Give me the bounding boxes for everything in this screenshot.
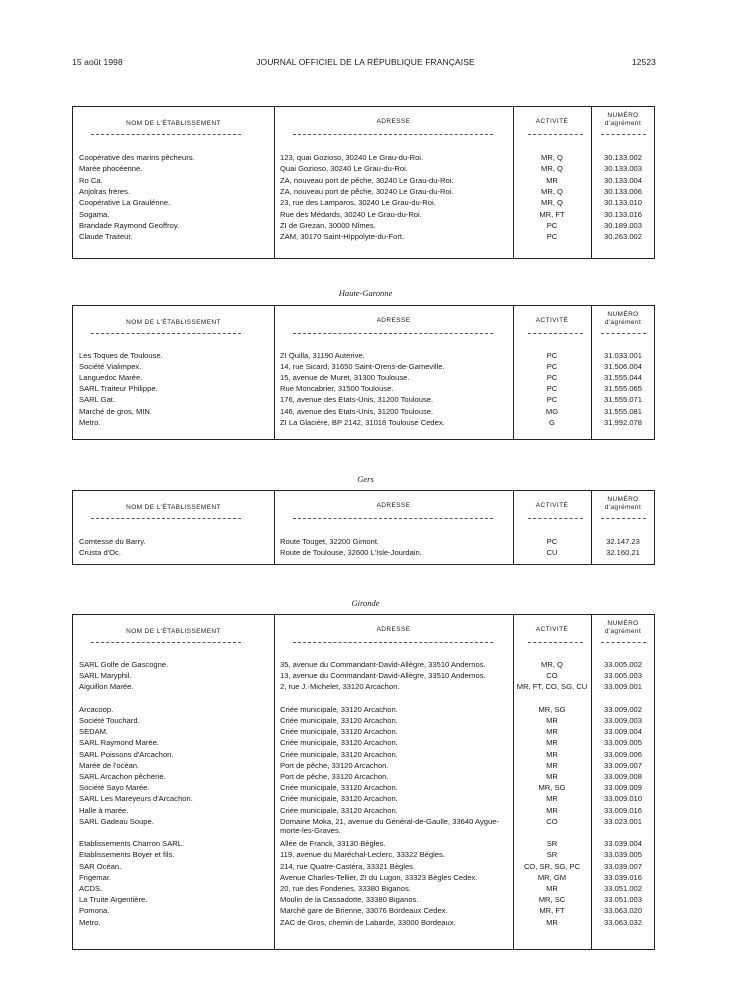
- establishment-address: 214, rue Quatre-Castéra, 33321 Bègles.: [280, 861, 416, 871]
- establishment-activity: MR: [546, 917, 558, 927]
- approval-number: 33.039.004: [603, 839, 642, 849]
- establishment-address: Marché gare de Brienne, 33076 Bordeaux Cedex.: [280, 906, 448, 916]
- approval-number: 33.005.003: [603, 671, 642, 681]
- journal-title: JOURNAL OFFICIEL DE LA RÉPUBLIQUE FRANÇAISE: [256, 57, 475, 67]
- header-number-sub: d'agrément: [604, 120, 642, 127]
- header-separator: [91, 642, 241, 643]
- header-name: NOM DE L'ÉTABLISSEMENT: [126, 628, 221, 635]
- approval-number: 33.009.008: [603, 772, 642, 781]
- establishment-activity: CU: [546, 548, 558, 557]
- header-activity: ACTIVITÉ: [535, 626, 569, 633]
- establishment-activity: MR: [546, 738, 558, 748]
- establishment-activity: MR, GM: [537, 872, 567, 882]
- approval-number: 33.063.032: [603, 917, 642, 927]
- establishment-name: Aiguillon Marée.: [79, 682, 134, 692]
- establishment-name: SARL Raymond Marée.: [79, 738, 159, 748]
- establishment-name: SEDAM.: [79, 727, 109, 737]
- establishment-activity: MR: [546, 884, 558, 893]
- establishment-activity: PC: [546, 232, 558, 242]
- column-divider: [274, 107, 275, 258]
- approval-number: 33.051.003: [603, 895, 642, 905]
- approval-number: 33.009.006: [603, 749, 642, 759]
- establishment-activity: PC: [546, 373, 558, 383]
- establishment-address: ZI Quilla, 31190 Auterive.: [280, 351, 365, 360]
- establishment-activity: CO: [546, 671, 558, 681]
- approval-number: 33.009.016: [603, 805, 642, 815]
- establishment-address: Criée municipale, 33120 Arcachon.: [280, 794, 398, 804]
- approval-number: 33.009.009: [603, 783, 642, 793]
- approval-number: 30.133.003: [603, 164, 642, 174]
- approval-number: 33.009.003: [603, 716, 642, 725]
- establishment-name: Halle à marée.: [79, 805, 129, 815]
- approval-number: 33.039.007: [603, 861, 642, 871]
- approval-number: 33.009.001: [603, 682, 642, 692]
- approval-number: 30.189.003: [603, 220, 642, 230]
- header-name: NOM DE L'ÉTABLISSEMENT: [126, 120, 221, 127]
- department-heading: Gers: [357, 474, 374, 484]
- establishment-name: La Truite Argentière.: [79, 895, 148, 905]
- establishment-address: Criée municipale, 33120 Arcachon.: [280, 805, 398, 815]
- establishment-activity: MR, SG: [538, 783, 566, 793]
- column-divider: [274, 615, 275, 949]
- header-separator: [91, 333, 241, 334]
- establishment-name: SARL Gat.: [79, 395, 116, 405]
- establishment-activity: G: [549, 417, 555, 427]
- establishment-name: SARL Traiteur Philippe.: [79, 384, 158, 394]
- establishment-name: SAR Océan.: [79, 861, 122, 871]
- header-separator: [601, 642, 646, 643]
- establishment-address: 123, quai Gozioso, 30240 Le Grau-du-Roi.: [280, 153, 424, 162]
- establishment-name: Frigemar.: [79, 872, 112, 882]
- approval-number: 30.133.016: [603, 209, 642, 219]
- approval-number: 32.147.23: [606, 537, 640, 546]
- establishment-activity: PC: [546, 384, 558, 394]
- establishment-name: Crusta d'Oc.: [79, 548, 121, 557]
- establishment-name: Brandade Raymond Geoffroy.: [79, 220, 180, 230]
- approval-number: 33.009.010: [603, 794, 642, 804]
- establishment-name: Claude Traiteur.: [79, 232, 133, 242]
- establishment-table: [72, 490, 655, 565]
- establishment-address: ZAM, 30170 Saint-Hippolyte-du-Fort.: [280, 232, 405, 242]
- establishment-activity: MR: [546, 772, 558, 781]
- establishment-activity: MR: [546, 716, 558, 725]
- establishment-activity: MR: [546, 760, 558, 770]
- header-address: ADRESSE: [376, 502, 411, 509]
- header-number: NUMÉRO: [607, 112, 639, 119]
- establishment-address: Port de pêche, 33120 Arcachon.: [280, 760, 389, 770]
- establishment-table: [72, 305, 655, 440]
- header-activity: ACTIVITÉ: [535, 317, 569, 324]
- header-separator: [601, 134, 646, 135]
- approval-number: 33.009.004: [603, 727, 642, 737]
- establishment-activity: PC: [546, 395, 558, 405]
- approval-number: 33.009.005: [603, 738, 642, 748]
- establishment-address: Criée municipale, 33120 Arcachon.: [280, 704, 398, 714]
- establishment-name: Coopérative La Graulénne.: [79, 198, 171, 208]
- establishment-name: Société Sayo Marée.: [79, 783, 150, 793]
- header-separator: [293, 333, 493, 334]
- establishment-name: Metro.: [79, 417, 101, 427]
- header-address: ADRESSE: [376, 317, 411, 324]
- establishment-name: Marché de gros, MIN.: [79, 406, 153, 416]
- establishment-activity: MR, Q: [541, 198, 563, 208]
- establishment-address: 176, avenue des Etats-Unis, 31200 Toulouse.: [280, 395, 434, 405]
- establishment-name: Etablissements Boyer et fils.: [79, 850, 175, 860]
- establishment-activity: PC: [546, 220, 558, 230]
- establishment-activity: CO: [546, 816, 558, 826]
- establishment-name: Metro.: [79, 917, 101, 927]
- approval-number: 31.555.044: [603, 373, 642, 383]
- establishment-address: 35, avenue du Commandant-David-Allègre, 33510 Andernos.: [280, 660, 486, 669]
- header-number-sub: d'agrément: [604, 504, 642, 511]
- establishment-activity: MR, FT: [539, 906, 565, 916]
- establishment-activity: MR, Q: [541, 164, 563, 174]
- establishment-address: 13, avenue du Commandant-David-Allègre, 33510 Andernos.: [280, 671, 486, 681]
- establishment-address: Criée municipale, 33120 Arcachon.: [280, 783, 398, 793]
- establishment-name: SARL Gadeau Soupe.: [79, 816, 154, 826]
- establishment-activity: MR, SG: [538, 704, 566, 714]
- establishment-activity: MR, Q: [541, 660, 563, 669]
- establishment-address: Rue Moncabrier, 31500 Toulouse.: [280, 384, 394, 394]
- establishment-address: Criée municipale, 33120 Arcachon.: [280, 738, 398, 748]
- establishment-activity: SR: [546, 839, 558, 849]
- establishment-activity: MR: [546, 794, 558, 804]
- establishment-address: 15, avenue de Muret, 31300 Toulouse.: [280, 373, 410, 383]
- page-date: 15 août 1998: [72, 57, 123, 67]
- establishment-activity: MR, Q: [541, 186, 563, 196]
- establishment-address: 23, rue des Lamparos, 30240 Le Grau-du-Roi.: [280, 198, 436, 208]
- establishment-name: Ro Ca.: [79, 175, 103, 185]
- header-separator: [293, 134, 493, 135]
- header-name: NOM DE L'ÉTABLISSEMENT: [126, 319, 221, 326]
- establishment-address: 119, avenue du Maréchal-Leclerc, 33322 Bègles.: [280, 850, 445, 860]
- establishment-name: SARL Les Mareyeurs d'Arcachon.: [79, 794, 193, 804]
- establishment-address: ZAC de Gros, chemin de Labarde, 33000 Bordeaux.: [280, 917, 456, 927]
- establishment-activity: MR: [546, 727, 558, 737]
- approval-number: 33.009.007: [603, 760, 642, 770]
- approval-number: 30.133.002: [603, 153, 642, 162]
- establishment-address: 20, rue des Fonderies, 33380 Biganos.: [280, 884, 411, 893]
- establishment-activity: MR, SC: [538, 895, 566, 905]
- approval-number: 33.039.005: [603, 850, 642, 860]
- establishment-address: Route Touget, 32200 Gimont.: [280, 537, 380, 546]
- establishment-address: Criée municipale, 33120 Arcachon.: [280, 749, 398, 759]
- establishment-name: SARL Poissons d'Arcachon.: [79, 749, 174, 759]
- approval-number: 33.039.016: [603, 872, 642, 882]
- header-address: ADRESSE: [376, 626, 411, 633]
- establishment-name: Société Vialimpex.: [79, 362, 142, 372]
- establishment-address: 146, avenue des Etats-Unis, 31200 Toulouse.: [280, 406, 434, 416]
- establishment-activity: MR: [546, 749, 558, 759]
- establishment-name: Marée de l'océan.: [79, 760, 140, 770]
- header-separator: [528, 518, 583, 519]
- header-activity: ACTIVITÉ: [535, 502, 569, 509]
- approval-number: 31.555.065: [603, 384, 642, 394]
- header-separator: [293, 518, 493, 519]
- page-number: 12523: [631, 57, 656, 67]
- establishment-name: Marée phocéenne.: [79, 164, 143, 174]
- header-name: NOM DE L'ÉTABLISSEMENT: [126, 504, 221, 511]
- establishment-table: [72, 106, 655, 259]
- department-heading: Haute-Garonne: [338, 288, 393, 298]
- approval-number: 32.160.21: [606, 548, 640, 557]
- establishment-name: SARL Maryphil.: [79, 671, 132, 681]
- header-number: NUMÉRO: [607, 496, 639, 503]
- establishment-name: Sogama.: [79, 209, 110, 219]
- approval-number: 31.992.078: [603, 417, 642, 427]
- establishment-name: Arcacoop.: [79, 704, 114, 714]
- header-number-sub: d'agrément: [604, 628, 642, 635]
- header-separator: [293, 642, 493, 643]
- establishment-name: Languedoc Marée.: [79, 373, 143, 383]
- approval-number: 33.005.002: [603, 660, 642, 669]
- establishment-name: SARL Golfe de Gascogne.: [79, 660, 169, 669]
- department-heading: Gironde: [351, 598, 380, 608]
- approval-number: 33.009.002: [603, 704, 642, 714]
- establishment-activity: MR: [546, 175, 558, 185]
- establishment-address: 2, rue J.-Michelet, 33120 Arcachon.: [280, 682, 400, 692]
- approval-number: 33.063.020: [603, 906, 642, 916]
- establishment-address: Port de pêche, 33120 Arcachon.: [280, 772, 389, 781]
- approval-number: 33.023.001: [603, 816, 642, 826]
- establishment-address: ZA, nouveau port de pêche, 30240 Le Grau-du-Roi.: [280, 175, 454, 185]
- establishment-address: Quai Gozioso, 30240 Le Grau-du-Roi.: [280, 164, 408, 174]
- establishment-name: SARL Arcachon pêcherie.: [79, 772, 166, 781]
- establishment-address: Avenue Charles-Tellier, ZI du Lugon, 33323 Bègles Cedex.: [280, 872, 478, 882]
- establishment-activity: SR: [546, 850, 558, 860]
- approval-number: 31.033.001: [603, 351, 642, 360]
- establishment-name: Coopérative des marins pêcheurs.: [79, 153, 195, 162]
- header-number-sub: d'agrément: [604, 319, 642, 326]
- header-number: NUMÉRO: [607, 620, 639, 627]
- establishment-activity: PC: [546, 362, 558, 372]
- header-address: ADRESSE: [376, 118, 411, 125]
- establishment-address: Criée municipale, 33120 Arcachon.: [280, 716, 398, 725]
- establishment-address: Route de Toulouse, 32600 L'Isle-Jourdain.: [280, 548, 422, 557]
- establishment-activity: CO, SR, SG, PC: [523, 861, 581, 871]
- column-divider: [274, 306, 275, 439]
- establishment-activity: MG: [545, 406, 559, 416]
- establishment-name: Pomona.: [79, 906, 110, 916]
- approval-number: 30.133.010: [603, 198, 642, 208]
- establishment-address: Domaine Moka, 21, avenue du Général-de-Gaulle, 33640 Aygue-morte-les-Graves.: [280, 816, 499, 835]
- approval-number: 33.051.002: [603, 884, 642, 893]
- approval-number: 31.506.004: [603, 362, 642, 372]
- establishment-name: ACDS.: [79, 884, 103, 893]
- approval-number: 31.555.081: [603, 406, 642, 416]
- establishment-activity: MR: [546, 805, 558, 815]
- establishment-address: Allée de Franck, 33130 Bègles.: [280, 839, 386, 849]
- establishment-address: Moulin de la Cassadotte, 33380 Biganos.: [280, 895, 419, 905]
- establishment-activity: MR, FT: [539, 209, 565, 219]
- header-number: NUMÉRO: [607, 311, 639, 318]
- establishment-table: [72, 614, 655, 950]
- header-separator: [91, 134, 241, 135]
- header-separator: [528, 333, 583, 334]
- establishment-name: Comtesse du Barry.: [79, 537, 146, 546]
- establishment-activity: MR, FT, CO, SG, CU: [516, 682, 588, 692]
- establishment-activity: MR, Q: [541, 153, 563, 162]
- establishment-name: Anjolras frères.: [79, 186, 131, 196]
- approval-number: 30.263.002: [603, 232, 642, 242]
- header-activity: ACTIVITÉ: [535, 118, 569, 125]
- header-separator: [528, 134, 583, 135]
- approval-number: 31.555.071: [603, 395, 642, 405]
- header-separator: [601, 518, 646, 519]
- establishment-name: Les Toques de Toulouse.: [79, 351, 163, 360]
- establishment-address: ZI de Grezan, 30000 Nîmes.: [280, 220, 376, 230]
- establishment-address: ZI La Glacière, BP 2142, 31018 Toulouse Cedex.: [280, 417, 445, 427]
- establishment-activity: PC: [546, 351, 558, 360]
- establishment-address: Rue des Médards, 30240 Le Grau-du-Roi.: [280, 209, 422, 219]
- header-separator: [91, 518, 241, 519]
- establishment-address: Criée municipale, 33120 Arcachon.: [280, 727, 398, 737]
- establishment-activity: PC: [546, 537, 558, 546]
- establishment-name: Etablissements Charron SARL.: [79, 839, 185, 849]
- approval-number: 30.133.006: [603, 186, 642, 196]
- approval-number: 30.133.004: [603, 175, 642, 185]
- establishment-name: Société Touchard.: [79, 716, 140, 725]
- establishment-address: 14, rue Sicard, 31650 Saint-Orens-de-Gameville.: [280, 362, 445, 372]
- header-separator: [528, 642, 583, 643]
- header-separator: [601, 333, 646, 334]
- establishment-address: ZA, nouveau port de pêche, 30240 Le Grau-du-Roi.: [280, 186, 454, 196]
